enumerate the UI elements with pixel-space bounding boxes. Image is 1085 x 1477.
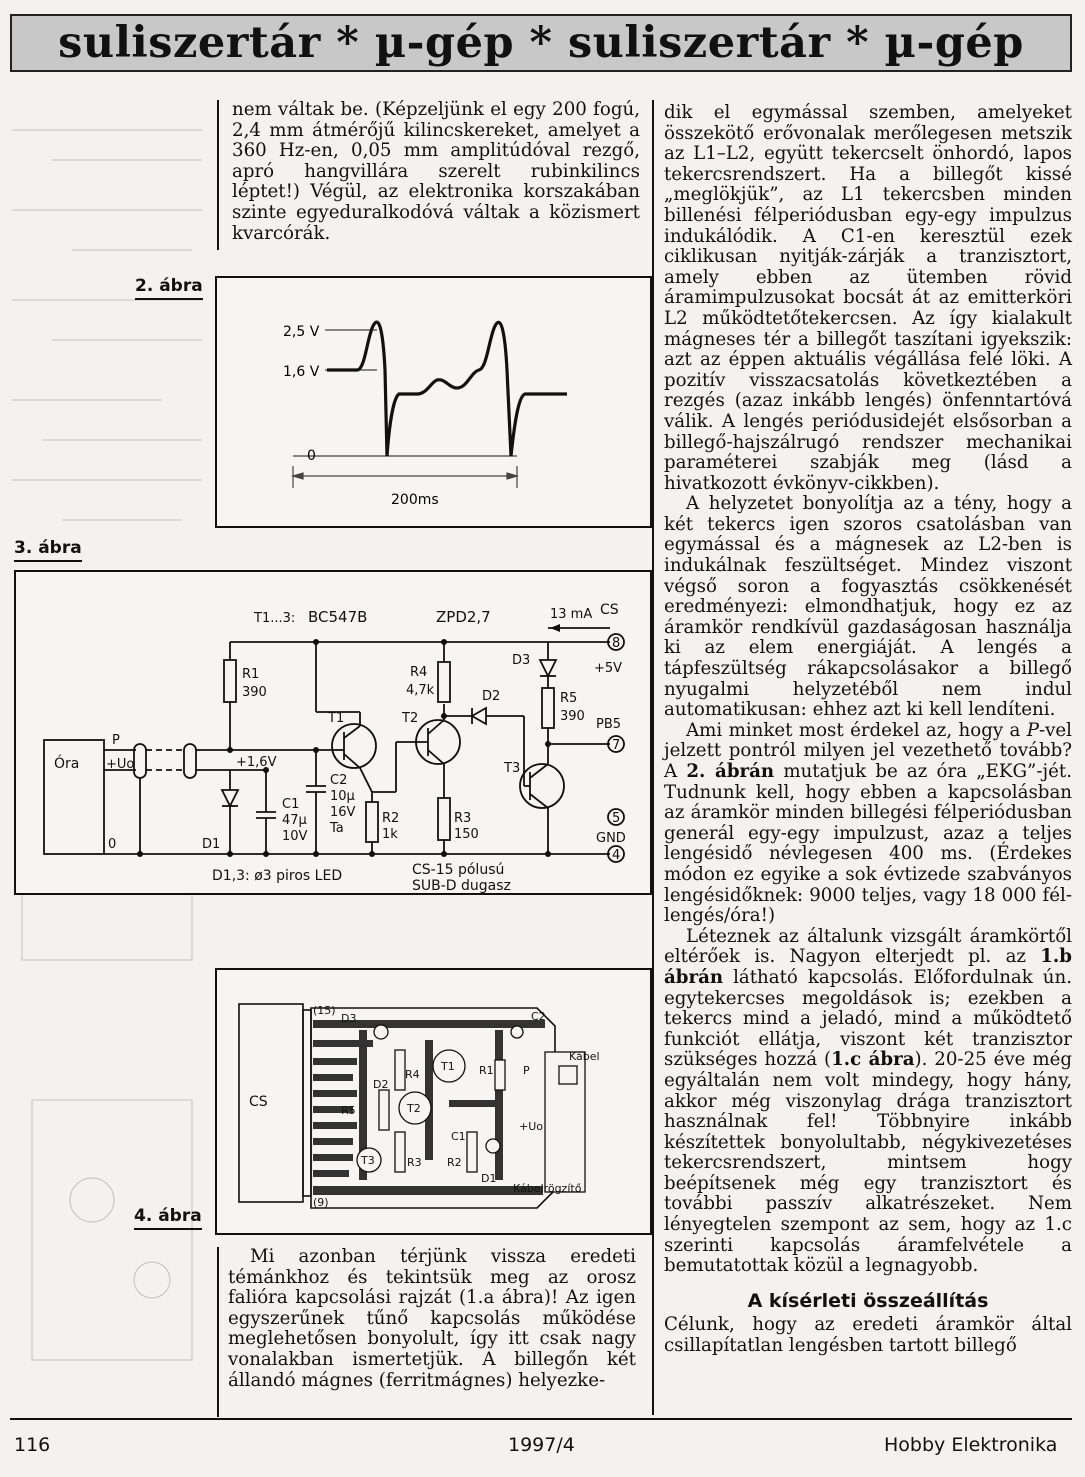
paragraph [664,721,1072,927]
pcb-label-d1: D1 [481,1172,497,1185]
label-gnd: GND [596,831,626,846]
voltage-label-low: 1,6 V [283,364,320,380]
paragraph: A helyzetet bonyolítja az a tény, hogy a két tekercs igen szoros csatolásban van egymással és a mágnesek az L2-ben is indukálnak feszültséget. Mindez viszont végső soron a fogyasztás csökkenését eredményezi: elmondhatjuk, hogy ez az áramkör rendkívül gazdaságosan használja ki az elem energiáját. A lengés a tápfeszültség rákapcsolásakor a billegő nyugalmi helyzetéből nem indul automatikusan: ehhez azt ki kell lendíteni. [664,493,1072,721]
voltage-label-high: 2,5 V [283,324,320,340]
text-run: -vel jelzett pontról milyen jel vezethető tovább? A [664,719,1072,782]
label-r4-value: 4,7k [406,683,435,698]
label-transistor-type: BC547B [308,608,368,626]
label-c2: C2 [330,773,348,788]
text-run: ). 20-25 éve még egyáltalán nem volt mindegy, hogy hány, akkor még viszonylag drága tranzisztort használnak fel! Többnyire inkább készítettek bonyolultabb, négykivezetéses tekercsrendszert, mintsem hogy beépítsenek még egy tranzisztort és további passzív alkatrészeket. Nem lényegtelen szempont az sem, hogy az 1.c szerinti kapcsolás áramfelvétele a bemutatottak közül a legnagyobb. [664,1049,1073,1277]
section-heading: A kísérleti összeállítás [747,1289,989,1312]
label-r3-value: 150 [454,827,479,842]
label-transistor-range: T1...3: [254,611,296,626]
label-r1: R1 [242,667,260,682]
figure-2-label: 2. ábra [135,276,203,300]
pcb-label-cable: Kábel [569,1050,600,1063]
pcb-label-r4: R4 [405,1068,420,1081]
issue-number: 1997/4 [508,1434,575,1456]
label-t2: T2 [402,711,419,726]
italic-run: P [1026,719,1039,741]
pcb-label-pin15: (15) [313,1004,336,1017]
column-divider-right [652,100,654,1415]
figure-4-label: 4. ábra [134,1206,202,1230]
label-r1-value: 390 [242,685,267,700]
text-run: mutatjuk be az óra „EKG”-jét. Tudnunk kell, hogy ebben a kapcsolásban az áramkör minden billegési félperiódusban generál egy-egy impulzust, azaz a teljes lengésidő névlegesen 400 ms. (Érdekes módon ez egyike a sok évtizede szabványos lengésidőknek: 9000 teljes, vagy 18 000 fél-lengés/óra!) [664,761,1072,927]
pcb-label-r3: R3 [407,1156,422,1169]
figure-reference: 2. ábrán [686,761,775,782]
text-column-top [232,100,640,244]
label-d3: D3 [512,653,531,668]
column-divider-left-lower [217,1247,219,1417]
label-c1-voltage: 10V [282,829,308,844]
figure-4-frame [215,968,652,1235]
label-t3: T3 [504,761,521,776]
text-column-right [664,103,1072,1357]
label-r2: R2 [382,811,400,826]
label-d1: D1 [202,837,221,852]
ekg-waveform-line [327,322,567,456]
label-cs: CS [600,602,619,618]
text-run: látható kapcsolás. Előfordulnak ún. egytekercses megoldások is; ezekben a tekercs mind a jeladó, mind a működtető funkciót ellátja, viszont két tranzisztor szükséges hozzá ( [664,966,1072,1071]
column-divider-left [217,100,219,250]
paragraph [664,927,1072,1277]
label-t1: T1 [328,711,345,726]
pcb-label-c2: C2 [531,1010,546,1023]
pcb-label-r5: R5 [341,1104,356,1117]
page-number: 116 [14,1434,51,1456]
label-c2-value: 10µ [330,789,355,804]
figure-2-frame [215,276,652,528]
magazine-name: Hobby Elektronika [884,1434,1058,1456]
pin-4: 4 [612,848,621,863]
figure-3-label: 3. ábra [14,538,82,562]
pin-5: 5 [612,811,621,826]
pcb-label-c1: C1 [451,1130,466,1143]
pcb-label-pin9: (9) [313,1196,329,1209]
label-d2: D2 [482,689,501,704]
text-column-bottom [228,1247,636,1391]
label-connector-2: SUB-D dugasz [412,878,511,893]
label-zero: 0 [108,837,117,852]
pcb-label-d3: D3 [341,1012,357,1025]
label-r4: R4 [410,665,428,680]
pcb-label-t3: T3 [361,1154,375,1167]
figure-reference: 1.c ábra [831,1049,915,1071]
label-zener: ZPD2,7 [436,608,491,626]
label-r5: R5 [560,691,578,706]
footer-rule [10,1418,1072,1420]
label-connector-1: CS-15 pólusú [412,862,505,878]
circuit-schematic [16,572,650,893]
zero-label: 0 [307,448,316,464]
pcb-label-p: P [523,1064,530,1077]
paragraph: Célunk, hogy az eredeti áramkör által csillapítatlan lengésben tartott billegő [664,1314,1072,1357]
time-scale-label: 200ms [391,492,439,508]
label-v16: +1,6V [236,755,277,770]
pcb-label-t1: T1 [441,1060,455,1073]
label-plus5v: +5V [594,661,623,676]
waveform-diagram [217,278,650,526]
label-uo: +Uo [106,757,135,772]
pcb-label-r2: R2 [447,1156,462,1169]
label-led-note: D1,3: ø3 piros LED [212,868,343,884]
label-p: P [112,733,120,748]
text-run: Léteznek az általunk vizsgált áramkörtől eltérőek is. Nagyon elterjedt pl. az [664,925,1072,968]
pcb-label-uo: +Uo [519,1120,543,1133]
pcb-label-cs: CS [249,1094,268,1110]
text-run: Ami minket most érdekel az, hogy a [686,719,1027,741]
pcb-label-cable-clamp: Kábelrögzítő [513,1182,582,1195]
label-current: 13 mA [550,607,593,622]
label-c1: C1 [282,797,300,812]
pin-7: 7 [612,738,621,753]
label-c1-value: 47µ [282,813,307,828]
label-pb5: PB5 [596,717,622,732]
pcb-label-d2: D2 [373,1078,389,1091]
label-r2-value: 1k [382,827,398,842]
label-clock: Óra [54,756,80,772]
label-c2-voltage: 16V [330,805,356,820]
pcb-label-t2: T2 [407,1102,421,1115]
pcb-layout [217,970,650,1233]
page-header: suliszertár * µ-gép * suliszertár * µ-gép [10,14,1072,72]
label-r5-value: 390 [560,709,585,724]
pcb-label-r1: R1 [479,1064,494,1077]
paragraph: Mi azonban térjünk vissza eredeti témánkhoz és tekintsük meg az orosz falióra kapcsolási rajzát (1.a ábra)! Az igen egyszerűnek tűnő kapcsolás működése meglehetősen bonyolult, így itt csak nagy vonalakban ismertetjük. A billegőn két állandó mágnes (ferritmágnes) helyezke- [228,1246,636,1391]
pin-8: 8 [612,636,621,651]
paragraph: dik el egymással szemben, amelyeket összekötő erővonalak merőlegesen metszik az L1–L2, együtt tekercselt önhordó, lapos tekercsrendszert. Ha a billegőt kissé „meglökjük”, az L1 tekercsben minden billenési félperiódusban egy-egy impulzus indukálódik. A C1-en keresztül ezek ciklikusan nyitják-zárják a tranzisztort, amely ebben az ütemben rövid áramimpulzusokat bocsát át az emitterköri L2 működtetőtekercsen. Az így kialakult mágneses tér a billegőt taszítani igyekszik: azt az éppen aktuális végállása felé löki. A pozitív visszacsatolás következtében a rezgés (azaz inkább lengés) önfenntartóvá válik. A lengés periódusidejét elsősorban a billegő-hajszálrugó rendszer mechanikai paraméterei szabják meg (lásd a hivatkozott évkönyv-cikkben). [664,102,1072,494]
label-c2-type: Ta [330,821,344,836]
figure-3-frame [14,570,652,895]
figure-reference: 1.b ábrán [664,946,1072,988]
paragraph: nem váltak be. (Képzeljünk el egy 200 fogú, 2,4 mm átmérőjű kilincskereket, amelyet a 360 Hz-en, 0,05 mm amplitúdóval rezgő, apró hangvillára szerelt rubinkilincs léptet!) Végül, az elektronika korszakában szinte egyeduralkodóvá váltak a közismert kvarcórák. [232,99,640,244]
label-r3: R3 [454,811,472,826]
